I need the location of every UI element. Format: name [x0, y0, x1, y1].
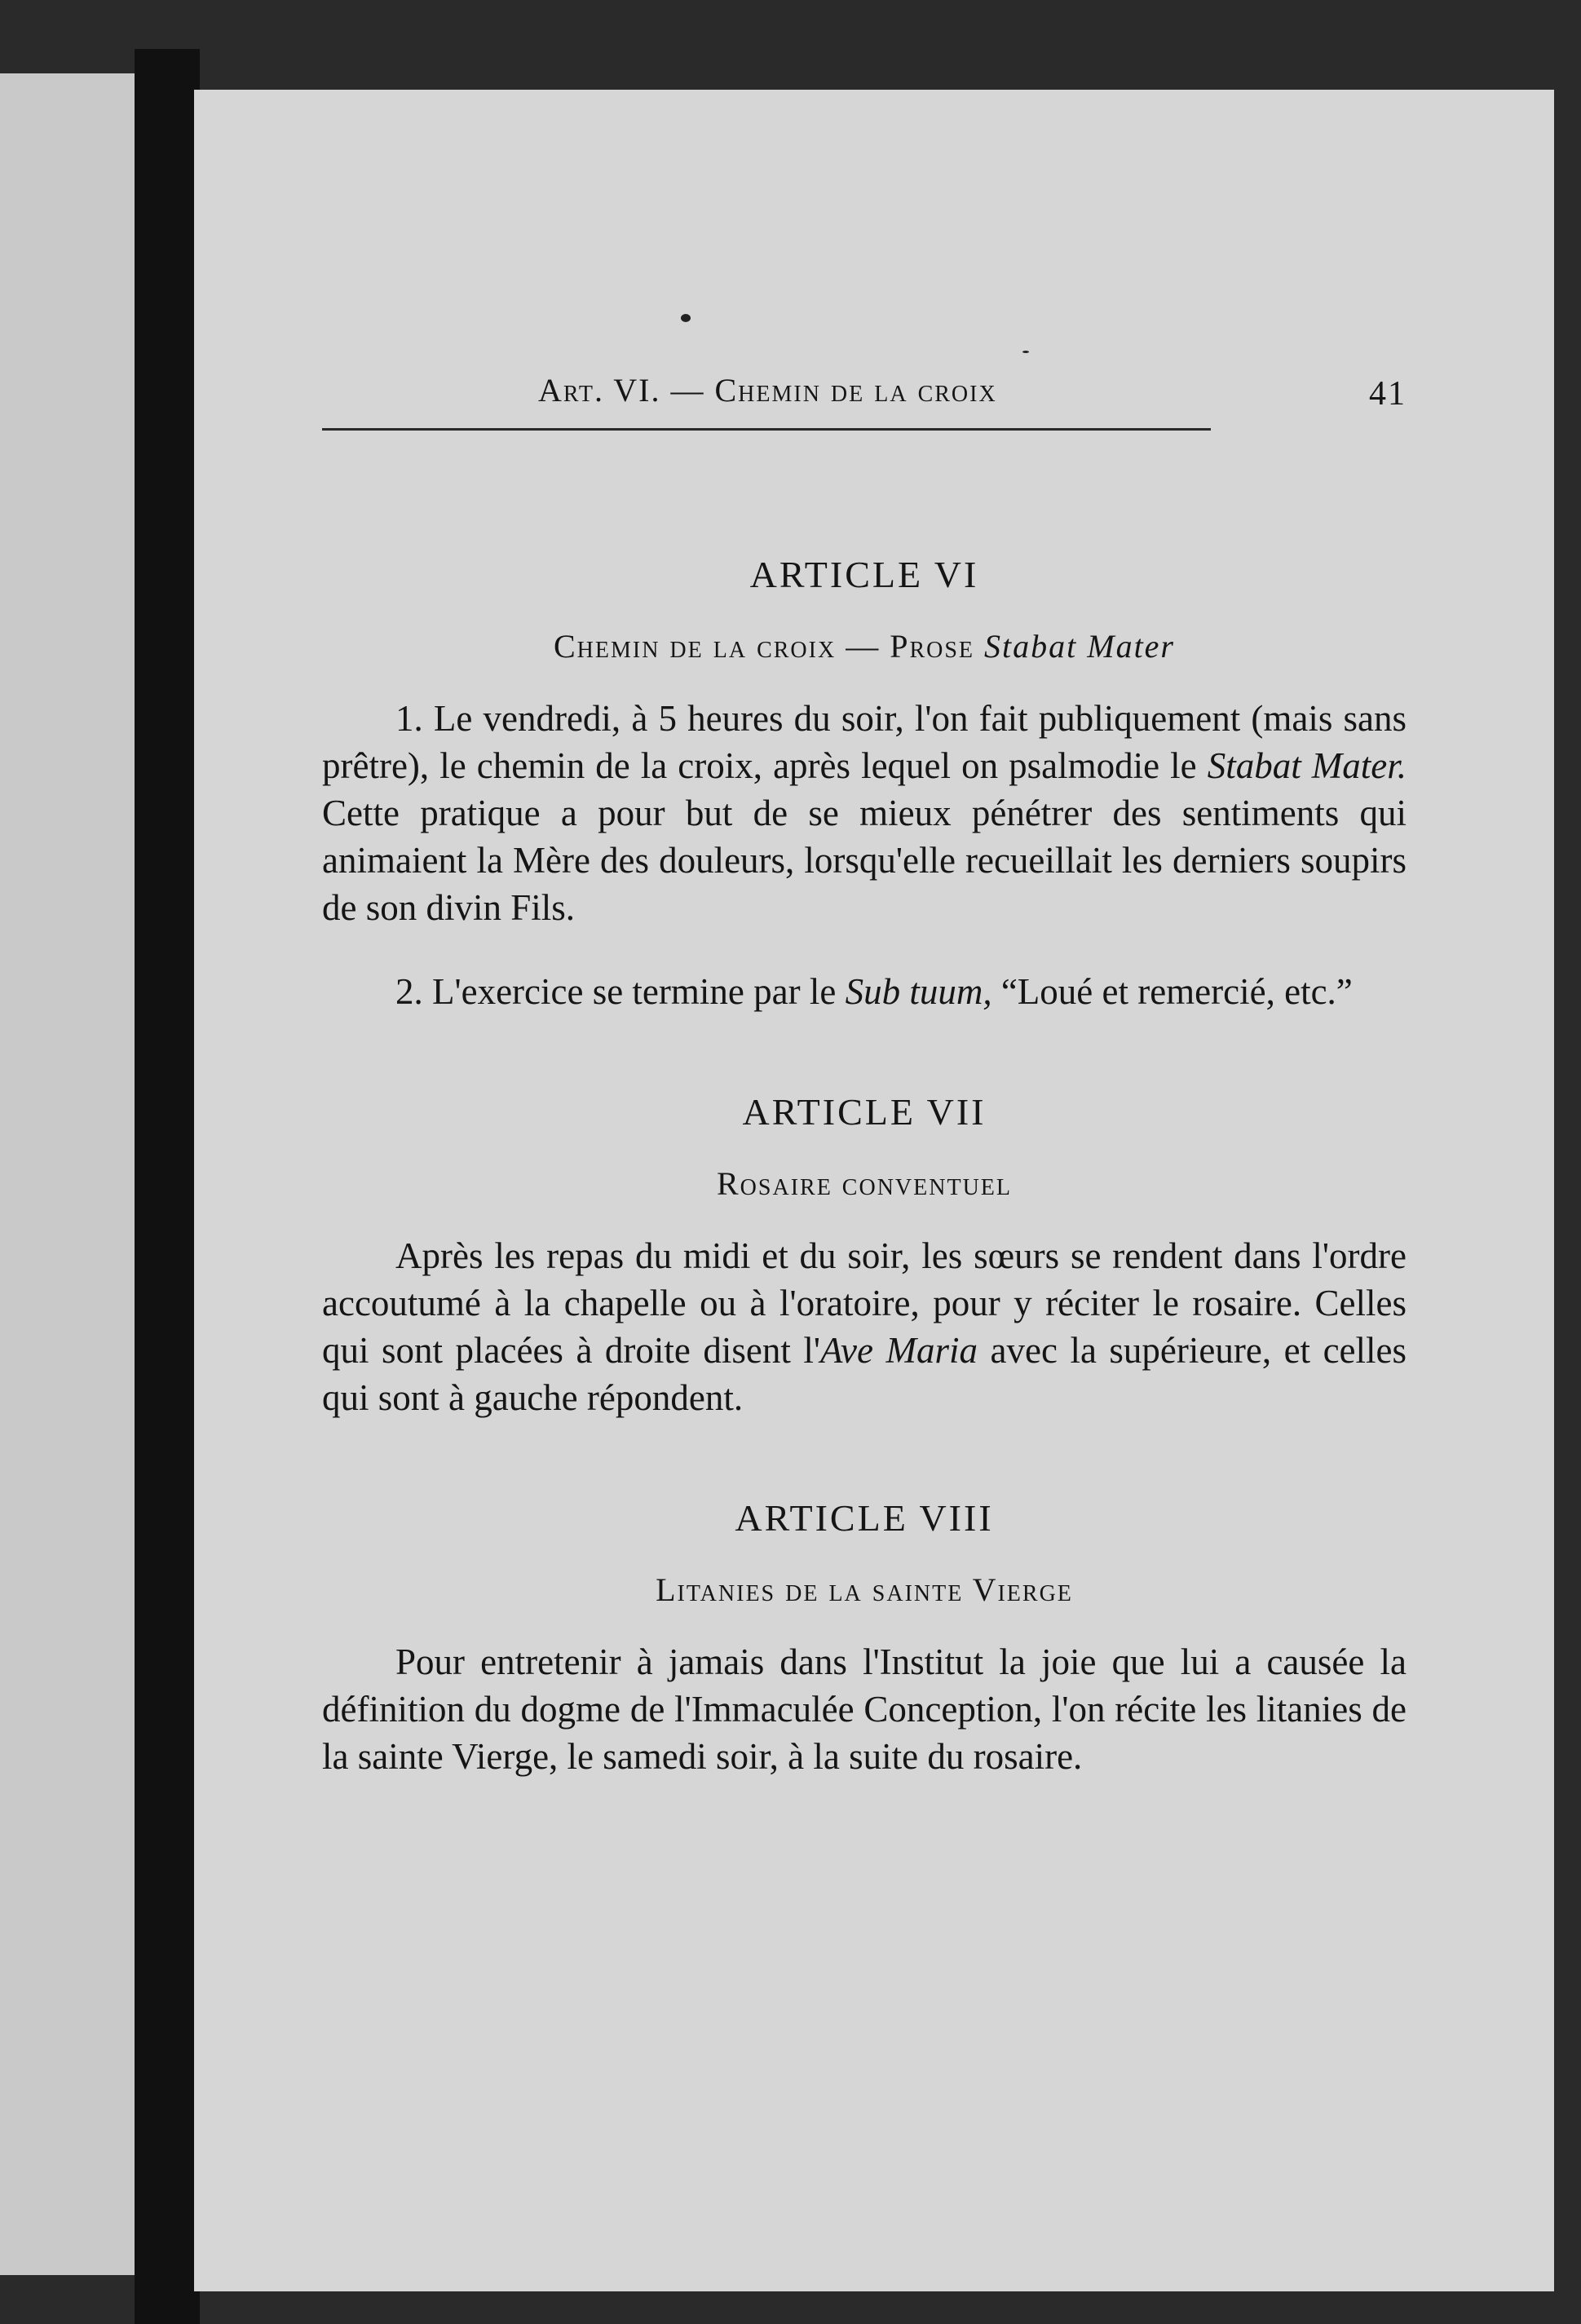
para-italic: Ave Maria	[820, 1330, 978, 1371]
para-text: Pour entretenir à jamais dans l'Institut la joie que lui a causée la définition du dogme de l'Immaculée Conception, l'on récite les litanies de la sainte Vierge, le samedi soir, à la suite du rosaire.	[322, 1641, 1407, 1777]
article-subheading	[322, 627, 1407, 665]
paragraph	[322, 695, 1407, 931]
para-text: Cette pratique a pour but de se mieux pénétrer des sentiments qui animaient la Mère des douleurs, lorsqu'elle recueillait les derniers soupirs de son divin Fils.	[322, 793, 1407, 928]
book-gutter	[135, 49, 200, 2324]
paragraph	[322, 968, 1407, 1015]
running-header	[322, 371, 1407, 428]
para-italic: Sub tuum,	[845, 971, 992, 1012]
para-text: avec la supérieure, et celles qui sont à gauche répondent.	[322, 1330, 1407, 1418]
page-number: 41	[1369, 375, 1407, 413]
article-heading: ARTICLE VII	[742, 1091, 987, 1133]
article-heading: ARTICLE VI	[749, 554, 979, 595]
subheading-text: Chemin de la croix — Prose	[553, 628, 985, 665]
para-text: Après les repas du midi et du soir, les sœurs se rendent dans l'ordre accoutumé à la chapelle ou à l'oratoire, pour y réciter le rosaire. Celles qui sont placées à droite disent l'	[322, 1235, 1407, 1371]
subheading-italic: Stabat Mater	[984, 628, 1175, 665]
article-subheading: Rosaire conventuel	[717, 1165, 1012, 1202]
header-rule	[322, 428, 1211, 431]
para-text: 1. Le vendredi, à 5 heures du soir, l'on fait publiquement (mais sans prêtre), le chemin de la croix, après lequel on psalmodie le	[322, 698, 1407, 786]
para-italic: Stabat Mater.	[1207, 745, 1407, 786]
running-title: Art. VI. — Chemin de la croix	[538, 372, 997, 409]
page-content	[322, 371, 1407, 1817]
book-page	[194, 90, 1554, 2291]
paragraph	[322, 1232, 1407, 1421]
speck	[681, 314, 691, 322]
article-heading: ARTICLE VIII	[735, 1497, 994, 1539]
para-text: 2. L'exercice se termine par le	[395, 971, 846, 1012]
paragraph	[322, 1638, 1407, 1780]
speck	[1022, 351, 1029, 353]
article-subheading: Litanies de la sainte Vierge	[656, 1571, 1073, 1608]
para-text: “Loué et remercié, etc.”	[991, 971, 1353, 1012]
